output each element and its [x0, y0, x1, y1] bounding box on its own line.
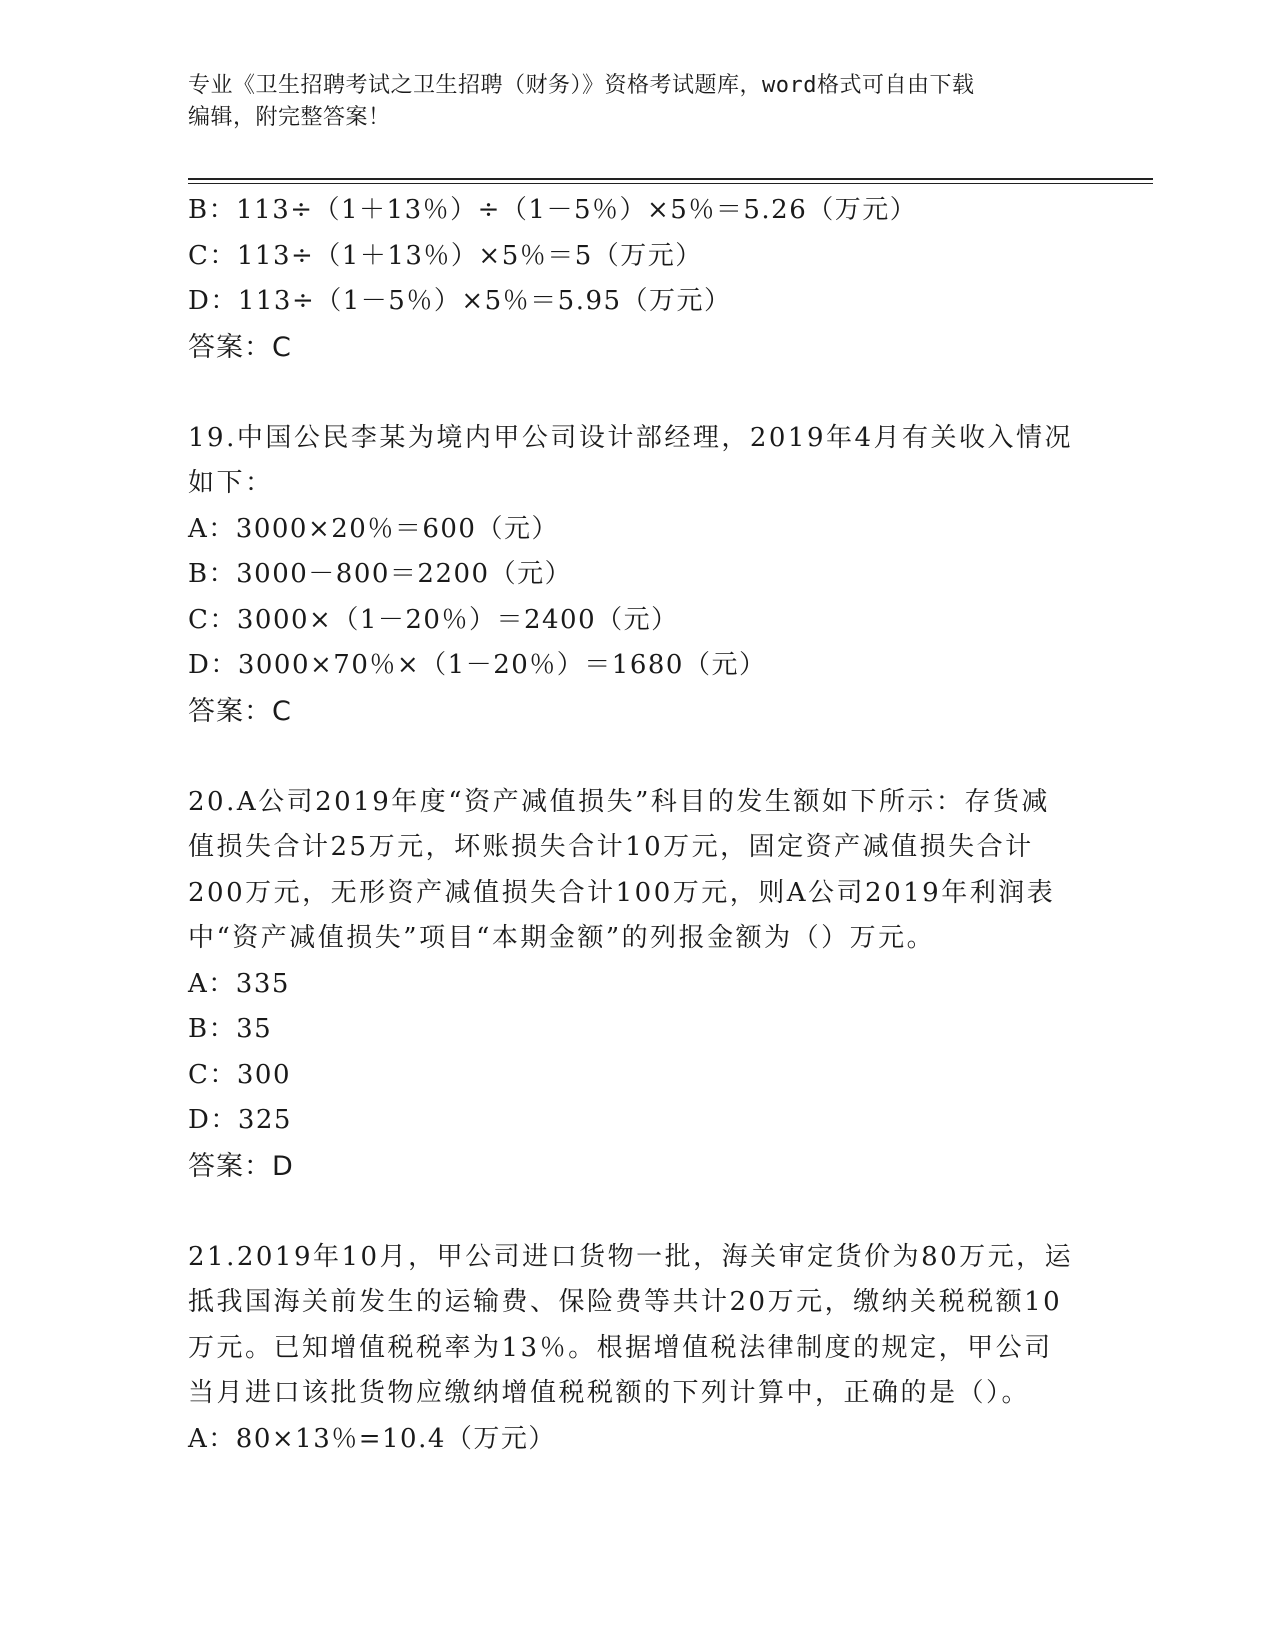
- question-stem-line: 200万元，无形资产减值损失合计100万元，则A公司2019年利润表: [188, 877, 1056, 908]
- header-divider: [188, 178, 1153, 180]
- document-body: [188, 188, 1088, 1462]
- option-b: B：35: [188, 1014, 273, 1044]
- option-d: D：113÷（1－5％）×5％＝5.95（万元）: [188, 286, 732, 316]
- header-divider-thin: [188, 183, 1153, 184]
- option-a: A：3000×20％＝600（元）: [188, 513, 559, 544]
- question-20: [188, 780, 1088, 1190]
- option-d: D：325: [188, 1105, 292, 1135]
- answer-label: 答案：C: [188, 331, 292, 363]
- answer-label: 答案：D: [188, 1150, 294, 1182]
- option-b: B：113÷（1＋13％）÷（1－5％）×5％＝5.26（万元）: [188, 195, 918, 225]
- spacer: [188, 370, 1088, 416]
- spacer: [188, 1189, 1088, 1235]
- option-b: B：3000－800＝2200（元）: [188, 559, 573, 589]
- question-stem-line: 20.A公司2019年度“资产减值损失”科目的发生额如下所示：存货减: [188, 786, 1050, 817]
- question-stem-line: 万元。已知增值税税率为13％。根据增值税法律制度的规定，甲公司: [188, 1332, 1053, 1363]
- question-stem-line: 抵我国海关前发生的运输费、保险费等共计20万元，缴纳关税税额10: [188, 1287, 1063, 1317]
- option-c: C：300: [188, 1059, 292, 1090]
- option-a: A：335: [188, 968, 290, 999]
- page-header: [188, 70, 1068, 134]
- question-stem-line: 21.2019年10月，甲公司进口货物一批，海关审定货价为80万元，运: [188, 1241, 1074, 1272]
- answer-label: 答案：C: [188, 695, 292, 727]
- question-stem-line: 当月进口该批货物应缴纳增值税税额的下列计算中，正确的是（）。: [188, 1378, 1031, 1408]
- question-stem-line: 19.中国公民李某为境内甲公司设计部经理，2019年4月有关收入情况: [188, 422, 1074, 453]
- option-a: A：80×13％=10.4（万元）: [188, 1423, 556, 1454]
- question-19: [188, 416, 1088, 735]
- question-stem-line: 值损失合计25万元，坏账损失合计10万元，固定资产减值损失合计: [188, 832, 1034, 862]
- option-c: C：3000×（1－20％）＝2400（元）: [188, 604, 679, 635]
- option-d: D：3000×70％×（1－20％）＝1680（元）: [188, 650, 767, 680]
- header-line-1: 专业《卫生招聘考试之卫生招聘（财务）》资格考试题库，word格式可自由下载: [188, 73, 975, 98]
- header-line-2: 编辑，附完整答案！: [188, 105, 391, 130]
- option-c: C：113÷（1＋13％）×5％＝5（万元）: [188, 240, 703, 271]
- question-stem-line: 中“资产减值损失”项目“本期金额”的列报金额为（）万元。: [188, 923, 936, 953]
- question-18: [188, 188, 1088, 370]
- question-stem-line: 如下：: [188, 468, 274, 498]
- spacer: [188, 734, 1088, 780]
- question-21: [188, 1235, 1088, 1463]
